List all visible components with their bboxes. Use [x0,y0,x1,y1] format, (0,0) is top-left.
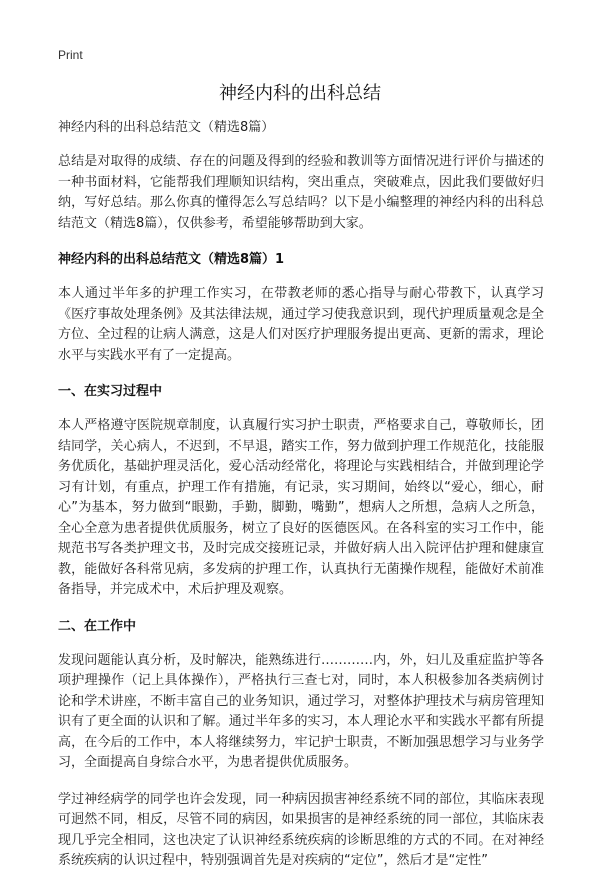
print-link[interactable]: Print [58,48,83,62]
section-work-paragraph: 发现问题能认真分析，及时解决，能熟练进行…………内，外，妇儿及重症监护等各项护理操作（记上具体操作），严格执行三查七对，同时，本人积极参加各类病例讨论和学术讲座，不断丰富自己的业务知识，通过学习，对整体护理技术与病房管理知识有了更全面的认识和了解。通过半年多的实习，本人理论水平和实践水平都有所提高，在今后的工作中，本人将继续努力，牢记护士职责，不断加强思想学习与业务学习，全面提高自身综合水平，为患者提供优质服务。 [58,652,544,770]
page-title: 神经内科的出科总结 [219,83,381,104]
article-intro-paragraph: 本人通过半年多的护理工作实习，在带教老师的悉心指导与耐心带教下，认真学习《医疗事故处理条例》及其法律法规，通过学习使我意识到，现代护理质量观念是全方位、全过程的让病人满意，这是人们对医疗护理服务提出更高、更新的需求，理论水平与实践水平有了一定提高。 [58,286,544,363]
section-heading-internship: 一、在实习过程中 [58,384,163,399]
section-internship-paragraph: 本人严格遵守医院规章制度，认真履行实习护士职责，严格要求自己，尊敬师长，团结同学，关心病人，不迟到，不早退，踏实工作，努力做到护理工作规范化，技能服务优质化，基础护理灵活化，爱心活动经常化，将理论与实践相结合，并做到理论学习有计划，有重点，护理工作有措施，有记录，实习期间，始终以“爱心，细心，耐心”为基本，努力做到“眼勤，手勤，脚勤，嘴勤”，想病人之所想，急病人之所急，全心全意为患者提供优质服务，树立了良好的医德医风。在各科室的实习工作中，能规范书写各类护理文书，及时完成交接班记录，并做好病人出入院评估护理和健康宣教，能做好各科常见病，多发病的护理工作，认真执行无菌操作规程，能做好术前准备指导，并完成术中，术后护理及观察。 [58,418,544,597]
document-body [58,118,544,888]
article-heading: 神经内科的出科总结范文（精选8篇）1 [58,252,285,267]
intro-paragraph: 总结是对取得的成绩、存在的问题及得到的经验和教训等方面情况进行评价与描述的一种书面材料，它能帮我们理顺知识结构，突出重点，突破难点，因此我们要做好归纳，写好总结。那么你真的懂得怎么写总结吗？以下是小编整理的神经内科的出科总结范文（精选8篇），仅供参考，希望能够帮助到大家。 [58,154,544,231]
closing-paragraph: 学过神经病学的同学也许会发现，同一种病因损害神经系统不同的部位，其临床表现可迥然不同，相反，尽管不同的病因，如果损害的是神经系统的同一部位，其临床表现几乎完全相同，这也决定了认识神经系统疾病的诊断思维的方式的不同。在对神经系统疾病的认识过程中，特别强调首先是对疾病的“定位”，然后才是“定性” [58,791,544,868]
section-heading-work: 二、在工作中 [58,618,137,634]
document-subtitle: 神经内科的出科总结范文（精选8篇） [58,120,275,135]
